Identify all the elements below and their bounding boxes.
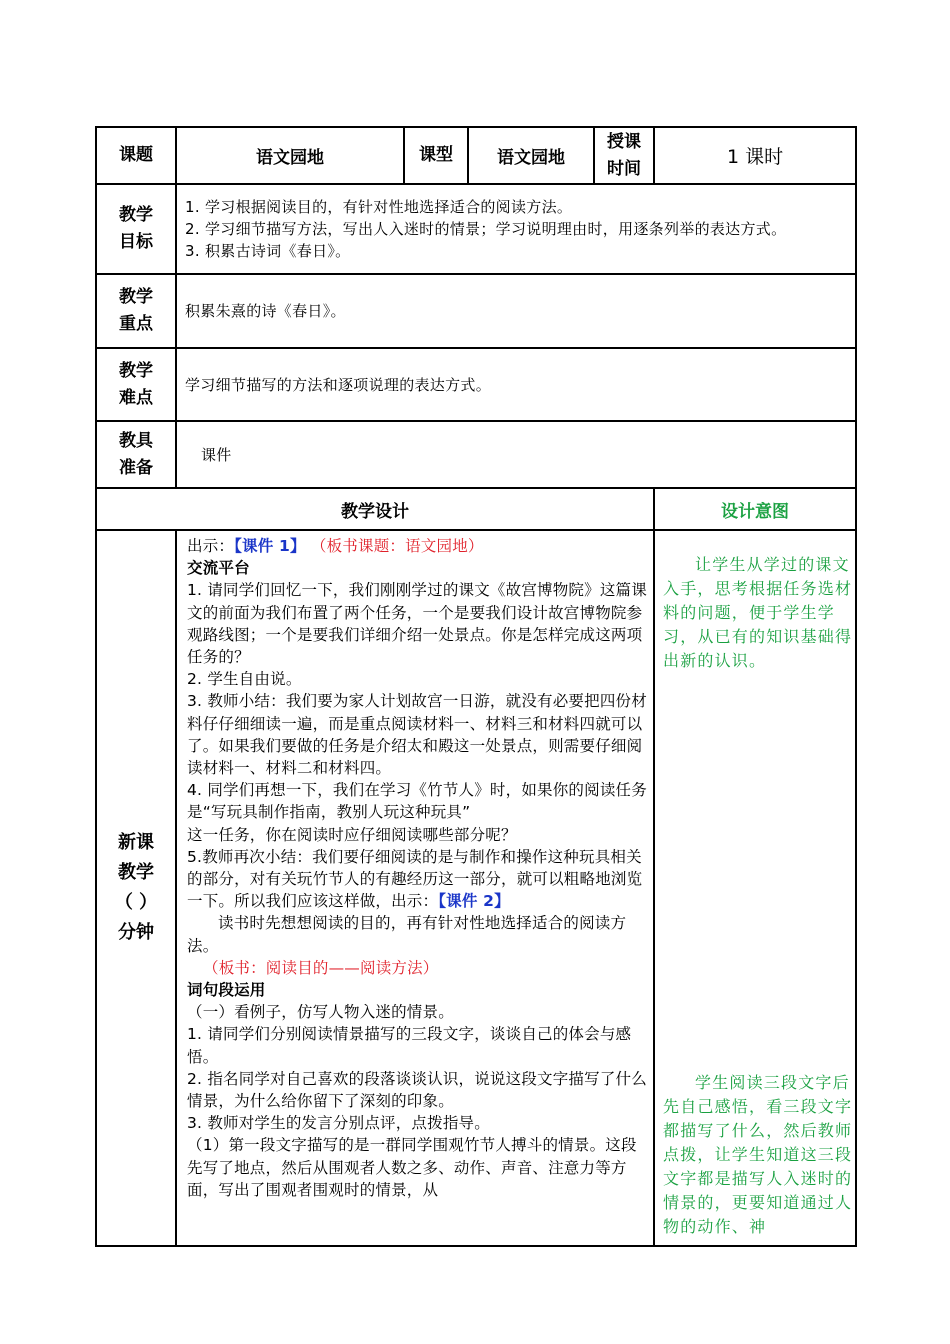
goals-label-line1: 教学	[119, 205, 153, 225]
paragraph: 1. 请同学们分别阅读情景描写的三段文字，谈谈自己的体会与感悟。	[187, 1025, 632, 1066]
section-title: 交流平台	[187, 559, 250, 578]
phase-label	[96, 530, 176, 1246]
paragraph: 3. 教师小结：我们要为家人计划故宫一日游，就没有必要把四份材料仔仔细细读一遍，而是重点阅读材料一、材料三和材料四就可以了。如果我们要做的任务是介绍太和殿这一处景点，则需要仔细阅读材料一、材料二和材料四。	[187, 692, 647, 778]
difficulty-label-line2: 难点	[119, 387, 153, 408]
goals-label-line2: 目标	[119, 232, 153, 252]
design-body-row	[96, 530, 856, 1246]
type-label: 课型	[404, 127, 468, 184]
paragraph: 这一任务，你在阅读时应仔细阅读哪些部分呢？	[187, 825, 517, 844]
sub-title: （一）看例子，仿写人物入迷的情景。	[187, 1003, 454, 1022]
time-label	[594, 127, 654, 184]
time-label-line2: 时间	[607, 158, 641, 179]
paragraph-text: 5.教师再次小结：我们要仔细阅读的是与制作和操作这种玩具相关的部分，对有关玩竹节人的有趣经历这一部分，就可以粗略地浏览一下。所以我们应该这样做，出示：	[187, 847, 643, 911]
intent-note: 学生阅读三段文字后先自己感悟，看三段文字都描写了什么，然后教师点拨，让学生知道这三段文字都是描写人入迷时的情景的，更要知道通过人物的动作、神	[663, 1073, 853, 1236]
difficulty-label	[96, 348, 176, 421]
paragraph: 读书时先想想阅读的目的，再有针对性地选择适合的阅读方法。	[187, 914, 627, 955]
tools-label-line1: 教具	[119, 430, 153, 451]
board-note: （板书：阅读目的——阅读方法）	[203, 958, 439, 977]
lesson-plan-table	[95, 126, 857, 1247]
difficulty-content: 学习细节描写的方法和逐项说理的表达方式。	[176, 348, 856, 421]
time-label-line1: 授课	[607, 131, 641, 152]
design-content	[176, 530, 654, 1246]
topic-label: 课题	[96, 127, 176, 184]
type-value: 语文园地	[468, 127, 594, 184]
goals-row	[96, 184, 856, 274]
phase-label-line: 新课	[118, 832, 154, 853]
goal-item: 3. 积累古诗词《春日》。	[185, 242, 351, 260]
tools-label	[96, 421, 176, 488]
paragraph: （1）第一段文字描写的是一群同学围观竹节人搏斗的情景。这段先写了地点，然后从围观者人数之多、动作、声音、注意力等方面，写出了围观者围观时的情景，从	[187, 1136, 637, 1199]
focus-label-line2: 重点	[119, 314, 153, 334]
courseware-2: 【课件 2】	[438, 892, 510, 911]
goal-item: 2. 学习细节描写方法，写出人入迷时的情景；学习说明理由时，用逐条列举的表达方式。	[185, 220, 787, 238]
design-header: 教学设计	[96, 488, 654, 530]
courseware-1: 【课件 1】	[234, 537, 306, 555]
paragraph: 3. 教师对学生的发言分别点评，点拨指导。	[187, 1114, 490, 1133]
goals-label	[96, 184, 176, 274]
tools-content: 课件	[176, 421, 856, 488]
section-title: 词句段运用	[187, 981, 266, 1000]
intent-header: 设计意图	[654, 488, 856, 530]
focus-label-line1: 教学	[119, 287, 153, 307]
board-title: （板书课题：语文园地）	[310, 537, 484, 555]
paragraph: 2. 学生自由说。	[187, 670, 302, 689]
paragraph	[187, 846, 649, 913]
topic-value: 语文园地	[176, 127, 404, 184]
difficulty-row	[96, 348, 856, 421]
show-prefix: 出示：	[187, 537, 235, 555]
difficulty-label-line1: 教学	[119, 360, 153, 381]
design-header-row	[96, 488, 856, 530]
paragraph: 2. 指名同学对自己喜欢的段落谈谈认识，说说这段文字描写了什么情景，为什么给你留下了深刻的印象。	[187, 1069, 647, 1111]
show-line	[187, 535, 649, 557]
phase-label-line: 教学	[118, 862, 154, 883]
focus-label	[96, 274, 176, 348]
paragraph: 1. 请同学们回忆一下，我们刚刚学过的课文《故宫博物院》这篇课文的前面为我们布置了两个任务，一个是要我们设计故宫博物院参观路线图；一个是要我们详细介绍一处景点。你是怎样完成这两项任务的？	[187, 581, 647, 667]
focus-row	[96, 274, 856, 348]
intent-note: 让学生从学过的课文入手，思考根据任务选材料的问题，便于学生学习，从已有的知识基础得出新的认识。	[663, 555, 853, 670]
tools-label-line2: 准备	[119, 457, 153, 478]
class-hours: 1 课时	[654, 127, 856, 184]
header-row	[96, 127, 856, 184]
phase-label-line: （ ）	[114, 892, 158, 913]
focus-content: 积累朱熹的诗《春日》。	[176, 274, 856, 348]
tools-row	[96, 421, 856, 488]
intent-content	[654, 530, 856, 1246]
phase-label-line: 分钟	[118, 922, 154, 943]
goals-content	[176, 184, 856, 274]
paragraph: 4. 同学们再想一下，我们在学习《竹节人》时，如果你的阅读任务是“写玩具制作指南，教别人玩这种玩具”	[187, 781, 647, 822]
goal-item: 1. 学习根据阅读目的，有针对性地选择适合的阅读方法。	[185, 198, 573, 216]
